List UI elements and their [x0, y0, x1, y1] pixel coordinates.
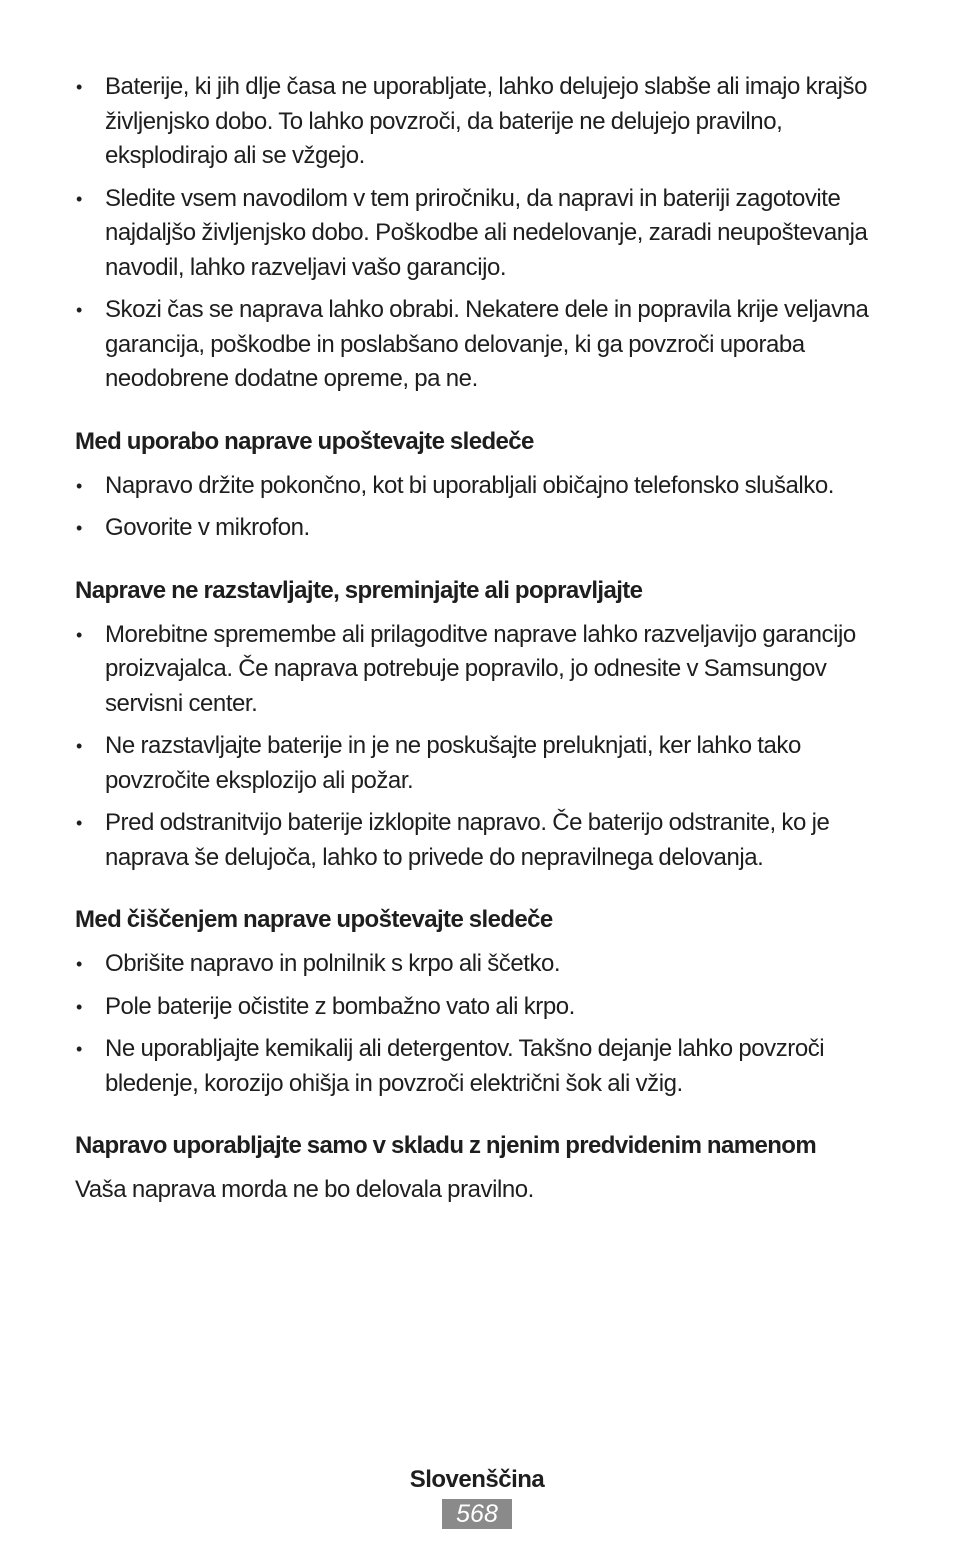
- list-item: [75, 806, 880, 875]
- list-item: [75, 947, 880, 982]
- section-heading: Naprave ne razstavljajte, spreminjajte ali popravljajte: [75, 576, 643, 604]
- document-body: [75, 70, 880, 1207]
- list-item-text: Skozi čas se naprava lahko obrabi. Nekatere dele in popravila krije veljavna garancija, poškodbe in poslabšano delovanje, ki ga povzroči uporaba neodobrene dodatne opreme, pa ne.: [105, 296, 869, 392]
- list-item-text: Baterije, ki jih dlje časa ne uporabljate, lahko delujejo slabše ali imajo krajšo življenjsko dobo. To lahko povzroči, da baterije ne delujejo pravilno, eksplodirajo ali se vžgejo.: [105, 73, 867, 169]
- list-item-text: Napravo držite pokončno, kot bi uporabljali običajno telefonsko slušalko.: [105, 471, 834, 499]
- list-item-text: Ne razstavljajte baterije in je ne poskušajte preluknjati, ker lahko tako povzročite eksplozijo ali požar.: [105, 732, 801, 794]
- list-item-text: Pole baterije očistite z bombažno vato ali krpo.: [105, 992, 575, 1020]
- bullet-icon: •: [76, 996, 82, 1017]
- section-heading: Med uporabo naprave upoštevajte sledeče: [75, 427, 534, 455]
- bullet-icon: •: [76, 736, 82, 756]
- footer-language: Slovenščina: [409, 1466, 545, 1493]
- bullet-icon: •: [76, 1039, 82, 1059]
- section-heading: Med čiščenjem naprave upoštevajte sledeče: [75, 906, 553, 933]
- page-footer: [0, 1463, 954, 1529]
- section-paragraph: Vaša naprava morda ne bo delovala pravilno.: [75, 1176, 534, 1203]
- bullet-icon: •: [76, 518, 82, 538]
- bullet-icon: •: [76, 77, 82, 97]
- list-item-text: Pred odstranitvijo baterije izklopite napravo. Če baterijo odstranite, ko je naprava še delujoča, lahko to privede do nepravilnega delovanja.: [105, 809, 830, 871]
- section-list: [75, 469, 880, 546]
- page-number-badge: 568: [442, 1499, 512, 1529]
- bullet-icon: •: [76, 188, 82, 209]
- bullet-icon: •: [76, 624, 82, 645]
- section-list: [75, 618, 880, 876]
- list-item: [75, 729, 880, 798]
- section-heading: Napravo uporabljajte samo v skladu z njenim predvidenim namenom: [75, 1132, 817, 1159]
- section-list: [75, 947, 880, 1101]
- list-item-text: Ne uporabljajte kemikalij ali detergentov. Takšno dejanje lahko povzroči bledenje, korozijo ohišja in povzroči električni šok ali vžig.: [105, 1035, 825, 1097]
- list-item: [75, 1032, 880, 1101]
- list-item-text: Obrišite napravo in polnilnik s krpo ali ščetko.: [105, 950, 561, 977]
- list-item-text: Sledite vsem navodilom v tem priročniku, da napravi in bateriji zagotovite najdaljšo življenjsko dobo. Poškodbe ali nedelovanje, zaradi neupoštevanja navodil, lahko razveljavi vašo garancijo.: [105, 184, 868, 281]
- list-item: [75, 182, 880, 286]
- bullet-icon: •: [76, 300, 82, 320]
- bullet-icon: •: [76, 954, 82, 974]
- list-item: [75, 618, 880, 722]
- bullet-icon: •: [76, 475, 82, 496]
- intro-list: [75, 70, 880, 397]
- list-item-text: Govorite v mikrofon.: [105, 514, 310, 541]
- list-item: [75, 469, 880, 504]
- bullet-icon: •: [76, 813, 82, 833]
- list-item: [75, 511, 880, 546]
- list-item: [75, 990, 880, 1025]
- list-item: [75, 293, 880, 397]
- list-item-text: Morebitne spremembe ali prilagoditve naprave lahko razveljavijo garancijo proizvajalca. Če naprava potrebuje popravilo, jo odnesite v Samsungov servisni center.: [105, 620, 856, 717]
- list-item: [75, 70, 880, 174]
